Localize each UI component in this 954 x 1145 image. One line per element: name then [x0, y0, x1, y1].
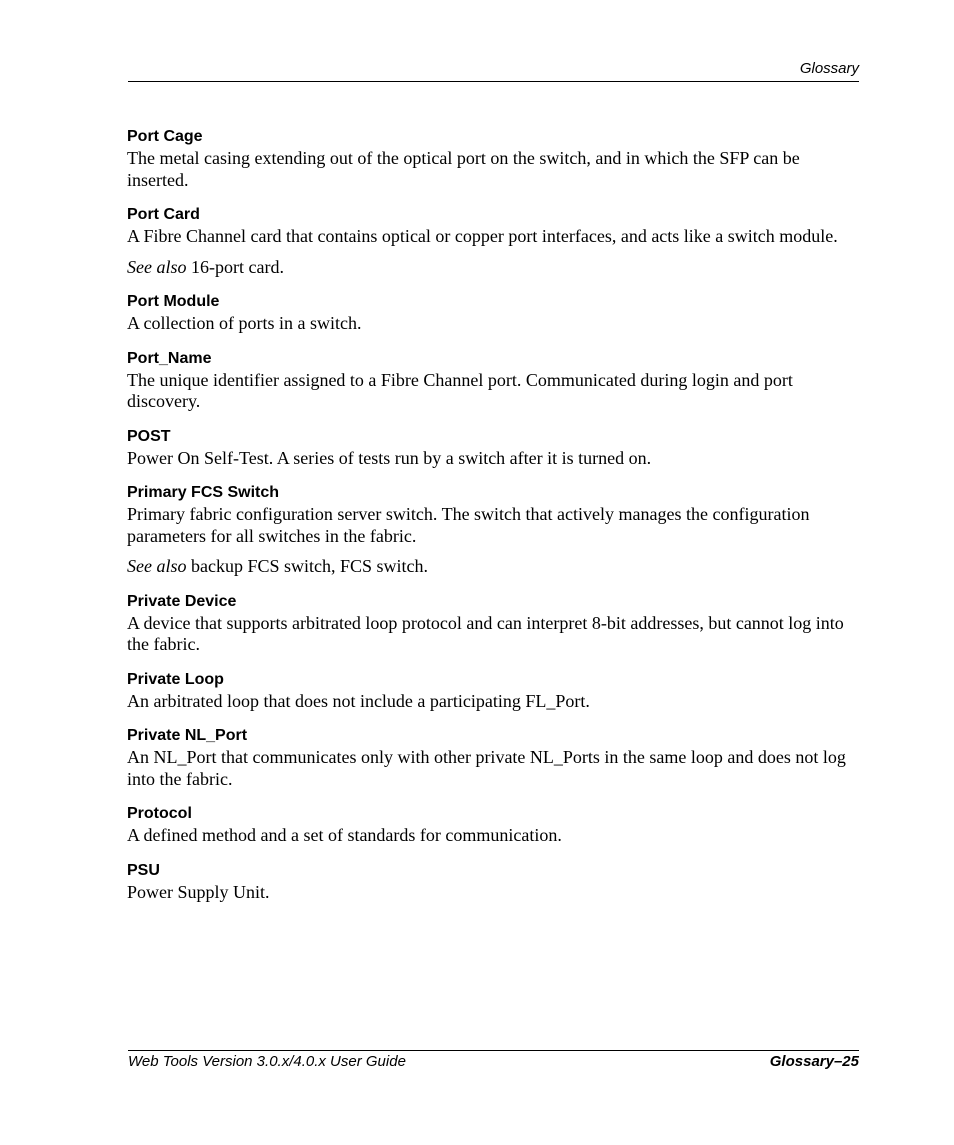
glossary-term: Primary FCS Switch — [127, 484, 280, 501]
glossary-entry — [127, 591, 859, 656]
glossary-definition: A Fibre Channel card that contains optical or copper port interfaces, and acts like a switch module. — [127, 226, 838, 246]
running-header: Glossary — [799, 60, 859, 77]
glossary-definition: Primary fabric configuration server switch. The switch that actively manages the configuration parameters for all switches in the fabric. — [127, 504, 810, 546]
glossary-term: Private NL_Port — [127, 727, 248, 744]
glossary-definition: Power Supply Unit. — [127, 881, 270, 902]
glossary-term: Port Card — [127, 206, 200, 223]
glossary-entry — [127, 725, 859, 790]
see-also — [127, 257, 859, 279]
glossary-term: Private Loop — [127, 670, 224, 688]
glossary-definition: An NL_Port that communicates only with other private NL_Ports in the same loop and does not log into the fabric. — [127, 747, 846, 789]
glossary-definition: An arbitrated loop that does not include a participating FL_Port. — [127, 690, 590, 711]
glossary-definition: A defined method and a set of standards for communication. — [127, 825, 562, 845]
glossary-entry — [127, 669, 859, 713]
glossary-term: Port Module — [127, 293, 220, 310]
glossary-entry — [127, 482, 859, 578]
glossary-term: Private Device — [127, 592, 237, 610]
footer-document-title: Web Tools Version 3.0.x/4.0.x User Guide — [128, 1053, 406, 1070]
glossary-term: Port Cage — [127, 128, 203, 145]
glossary-definition: A collection of ports in a switch. — [127, 313, 362, 333]
glossary-entry — [127, 803, 859, 847]
glossary-term: Protocol — [127, 805, 192, 822]
see-also-label: See also — [127, 256, 187, 277]
page-number: Glossary–25 — [769, 1053, 859, 1070]
glossary-entry — [127, 348, 859, 413]
glossary-entry — [127, 860, 859, 904]
header-rule — [128, 81, 859, 82]
see-also — [127, 556, 859, 578]
see-also-text: backup FCS switch, FCS switch. — [186, 556, 429, 576]
glossary-content — [127, 126, 859, 916]
glossary-term: Port_Name — [127, 349, 212, 367]
glossary-definition: The metal casing extending out of the optical port on the switch, and in which the SFP can be inserted. — [127, 148, 800, 190]
see-also-label: See also — [127, 556, 187, 576]
glossary-entry — [127, 426, 859, 470]
glossary-entry — [127, 204, 859, 278]
glossary-definition: Power On Self-Test. A series of tests run by a switch after it is turned on. — [127, 447, 652, 468]
footer-rule — [128, 1050, 859, 1051]
glossary-term: PSU — [127, 861, 160, 879]
glossary-definition: The unique identifier assigned to a Fibre Channel port. Communicated during login and port discovery. — [127, 369, 793, 411]
glossary-entry — [127, 126, 859, 191]
glossary-term: POST — [127, 427, 171, 445]
glossary-entry — [127, 291, 859, 335]
see-also-text: 16-port card. — [186, 256, 284, 277]
glossary-definition: A device that supports arbitrated loop protocol and can interpret 8-bit addresses, but cannot log into the fabric. — [127, 612, 844, 654]
